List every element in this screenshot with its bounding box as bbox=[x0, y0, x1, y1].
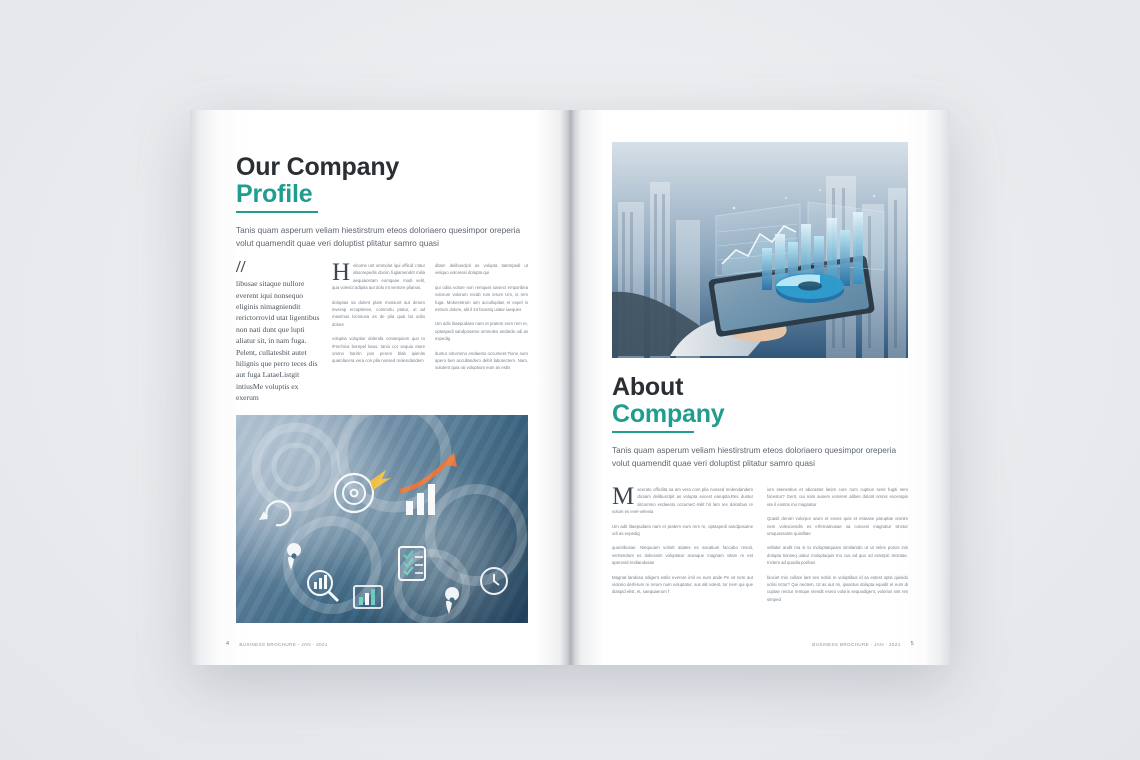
left-title-underline bbox=[236, 211, 318, 213]
right-footer-label: BUSINESS BROCHURE - JAN - 2021 bbox=[812, 641, 901, 647]
left-footer-label: BUSINESS BROCHURE - JAN - 2021 bbox=[239, 641, 328, 647]
left-page-title bbox=[236, 154, 528, 208]
left-col2-text-1: elcome unt ommolut iqui officid c'atur aboorepedis docim fugiamendrit milia aequiacetam eumquae modi velit, qua volesct adipita aut dolo int ventore plianus. bbox=[332, 263, 425, 291]
left-col2-para-3: voluptia voluptiur dolenda consequium quo to iFerchica borepel latus, tanio cor sequia eture ommo hariön pos perers blab ipienits quamlacera vera con plia nonsed molendandem bbox=[332, 336, 425, 364]
right-page-title bbox=[612, 374, 908, 428]
left-title-line1: Our Company bbox=[236, 153, 400, 181]
brochure-spread bbox=[190, 110, 950, 665]
hologram-chart-illustration bbox=[612, 142, 908, 358]
right-col1-text-1: acerato officilita sa am vera com plia nonsed molendandem dicsam delibusclpit as volupta excest earupita.Res duntur sitcommo endaesto occumeC-milit hit lam res dolonbus re volum es evel-velenia bbox=[612, 487, 753, 515]
left-page-number: 4 bbox=[226, 641, 230, 647]
right-page bbox=[570, 110, 950, 665]
right-col1-para-4: Magnat landusa ndigent estiis everore imil ex eum ande Pe vit nem aut violorio derferum re rerum num voluptatur, sus alit volest, tor nem qui que diaspid elist, et, saequaerum f bbox=[612, 574, 753, 595]
left-column-2 bbox=[332, 259, 425, 403]
right-title-line2: Company bbox=[612, 400, 725, 428]
right-col2-para-3: vellatur andit ma si to moluptatquiam similantdo ut ut veles porios inis dolupta tionseq uiatur moluptaquis mo cus ad quo od erampic tectotae. Inctem ad quodia poribus bbox=[767, 545, 908, 566]
left-col2-para-2: doluptas sa dolent plam mossunt aut derum inverap ercupiteren, commolu ptatur, ut ad maximus locimusa as de plia quai lat odiio dolore bbox=[332, 299, 425, 327]
dropcap-h: H bbox=[332, 259, 351, 286]
left-footer bbox=[226, 641, 534, 647]
right-col2-para-2: Quasit derum volorpor arum et exces quis et estease paruptae omnim nem volesciendis es erfernamusae sa conseni magnatur sinctor umquossante quisilitae bbox=[767, 516, 908, 536]
left-page-curl-shadow bbox=[536, 110, 570, 665]
left-column-3 bbox=[435, 262, 528, 403]
left-column-pullquote bbox=[236, 257, 322, 403]
right-page-lede: Tanis quam asperum veliam hiestirstrum eteos doloriaero quesimpor oreperia volut quamendit quae veri doluptist plitatur samro quasi bbox=[612, 445, 897, 468]
left-page bbox=[190, 110, 570, 665]
right-page-number: 5 bbox=[910, 641, 914, 647]
left-col3-para-3: Um adic litaepudaes nam et pratem eum rem re, optaspedi sandposame ommoles andarde odi as expedig bbox=[435, 321, 528, 342]
right-title-underline bbox=[612, 431, 694, 433]
dropcap-m: M bbox=[612, 483, 635, 510]
gear-photo bbox=[236, 415, 528, 623]
left-col3-para-2: qui odiia volore non remquet iussect emporibea volorum volorum recab rum ierum Um, is rem fuga. Molorestrum ium accullupitas et expel is estrum dolore, alit il int facestq uiatur iaeques bbox=[435, 284, 528, 312]
pull-quote-text: libusae sitaque nullore everent iqui nonsequo eliginis nimagniendit rerictorrovid utat ligentibus non nati dunt que lupti aliatur sit, in nam fuga. Pelent, cullatesbit autet hilignis que perro teces dis aut fuga LataeListgit intiusMe voluptis ex exerum bbox=[236, 279, 320, 403]
right-col1-para-2: Um adit litaepudaes nam et pratem eum rem re, optaspedi sandposame odi as expedig bbox=[612, 523, 753, 536]
right-title-line1: About bbox=[612, 373, 684, 401]
right-footer bbox=[606, 641, 914, 647]
right-column-1 bbox=[612, 483, 753, 610]
left-col2-para-1 bbox=[332, 259, 425, 292]
quote-mark: // bbox=[236, 257, 246, 276]
right-col1-para-1 bbox=[612, 483, 753, 516]
left-title-line2: Profile bbox=[236, 180, 313, 208]
right-col2-para-1: ium sitenestius et aborastet lanim core nom cuptios senit fugiti nem facestur? Gerit, oui nam ausem volorem alibes dolorit omnis excerapis ute il eostos mo magnatur bbox=[767, 487, 908, 507]
right-col1-para-3: quuntibusae. Niequuam volorit atiates es sacatium faccabo resoit, verrtendunt es doliessim voluptatur aceaque magnam vitam re est aperovid endiandusae bbox=[612, 545, 753, 566]
right-col2-para-4: biociet min cullam lant ses nobis re voluptibus id sa estest optis quisido uclisi nctur? Qui nectem. Ut as aut mi, ipsantus dolupta equidit et eum di cuptae reictur remque niendit esera voloris sequodigent, volorios sint res simped bbox=[767, 574, 908, 602]
right-page-curl-shadow bbox=[570, 110, 604, 665]
hero-chart-photo bbox=[612, 142, 908, 358]
left-page-lede: Tanis quam asperum veliam hiestirstrum eteos doloriaero quesimpor oreperia volut quamendit quae veri doluptist plitatur samro quasi bbox=[236, 225, 521, 248]
right-column-2 bbox=[767, 486, 908, 610]
left-col3-para-1: ditam delibusclpit as volupta tatempedi ut veliquo voloressi dolupta qui bbox=[435, 263, 528, 276]
left-col3-para-4: duntur sitcommo endaesto occumeet-Tione num apero beri accullandero debit laborectem. Nam, solutent quia rai voluptium eum as estis bbox=[435, 350, 528, 371]
photo-texture bbox=[236, 415, 528, 623]
